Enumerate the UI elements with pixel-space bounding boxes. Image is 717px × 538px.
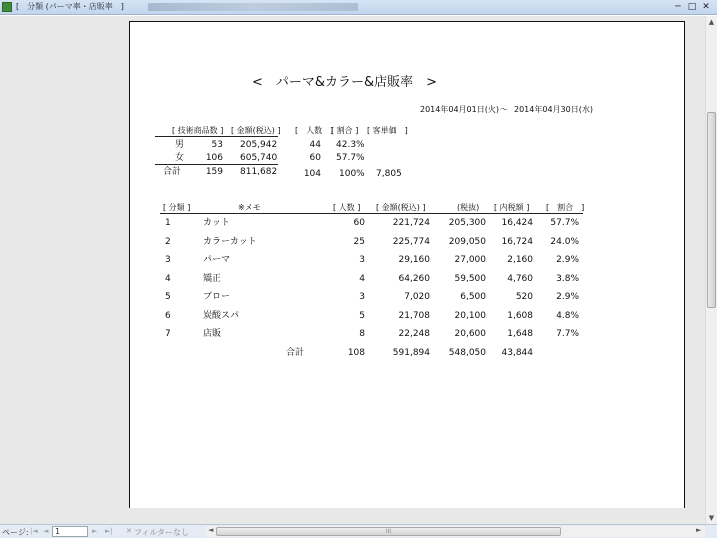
detail-total-people: 108: [347, 348, 365, 358]
detail-row-amount: 22,248: [398, 329, 430, 339]
report-title: < パーマ&カラー&店販率 >: [252, 75, 438, 90]
summary-header-underline: [155, 136, 278, 137]
window-title: [ 分類 (パーマ率・店販率 ]: [16, 2, 124, 11]
filter-icon: ✕: [126, 527, 132, 535]
summary-female-count: 106: [205, 153, 223, 163]
detail-total-tax: 43,844: [501, 348, 533, 358]
summary-total-count: 159: [205, 167, 223, 177]
detail-header-underline: [160, 213, 583, 214]
detail-header-amount: [ 金額(税込) ]: [376, 203, 426, 212]
summary-header-ratio: [ 割合 ]: [331, 126, 359, 135]
detail-row-tax: 16,424: [501, 218, 533, 228]
summary-total-unit-price: 7,805: [376, 169, 402, 179]
detail-row-excl-tax: 20,600: [454, 329, 486, 339]
detail-row-people: 60: [353, 218, 365, 228]
detail-row-category: カラーカット: [203, 237, 257, 247]
scroll-up-arrow-icon[interactable]: ▲: [708, 18, 715, 26]
detail-row-number: 7: [165, 329, 171, 339]
detail-row-category: パーマ: [203, 255, 231, 265]
summary-label-male: 男: [175, 140, 185, 150]
summary-male-amount: 205,942: [240, 140, 278, 150]
detail-row-excl-tax: 59,500: [454, 274, 486, 284]
detail-row-tax: 1,608: [507, 311, 533, 321]
detail-row-number: 6: [165, 311, 171, 321]
detail-row-amount: 225,774: [392, 237, 430, 247]
detail-row-tax: 16,724: [501, 237, 533, 247]
summary-label-total: 合計: [163, 167, 182, 177]
horizontal-scrollbar[interactable]: [206, 526, 705, 537]
detail-row-ratio: 2.9%: [556, 292, 579, 302]
detail-row-people: 4: [359, 274, 365, 284]
detail-header-tax: [ 内税額 ]: [494, 203, 530, 212]
detail-row-category: 店販: [203, 329, 222, 339]
summary-header-amount: [ 金額(税込) ]: [231, 126, 281, 135]
minimize-button[interactable]: ─: [675, 2, 681, 12]
detail-total-label: 合計: [286, 348, 305, 358]
detail-row-ratio: 7.7%: [556, 329, 579, 339]
first-page-icon[interactable]: |◄: [30, 527, 38, 535]
detail-row-number: 1: [165, 218, 171, 228]
status-bar: [0, 524, 717, 538]
maximize-button[interactable]: □: [687, 2, 697, 12]
detail-row-amount: 21,708: [398, 311, 430, 321]
scroll-grip-icon: III: [385, 528, 392, 535]
detail-row-category: 矯正: [203, 274, 222, 284]
detail-row-category: カット: [203, 218, 230, 228]
summary-total-ratio: 100%: [339, 169, 365, 179]
detail-row-ratio: 3.8%: [556, 274, 579, 284]
detail-row-ratio: 57.7%: [550, 218, 579, 228]
detail-total-excl-tax: 548,050: [448, 348, 486, 358]
detail-row-number: 3: [165, 255, 171, 265]
detail-row-excl-tax: 205,300: [448, 218, 486, 228]
detail-row-number: 2: [165, 237, 171, 247]
detail-row-ratio: 2.9%: [556, 255, 579, 265]
summary-header-people: [ 人数 ]: [295, 126, 334, 135]
summary-total-divider: [155, 164, 278, 165]
period-start: 2014年04月01日(火): [420, 105, 499, 114]
detail-row-excl-tax: 209,050: [448, 237, 486, 247]
detail-row-amount: 64,260: [398, 274, 430, 284]
summary-header-unit-price: [ 客単価 ]: [367, 126, 408, 135]
detail-row-tax: 2,160: [507, 255, 533, 265]
summary-male-ratio: 42.3%: [336, 140, 365, 150]
page-label: ページ:: [2, 528, 29, 537]
detail-row-people: 5: [359, 311, 365, 321]
detail-row-people: 3: [359, 292, 365, 302]
title-bar: [0, 0, 717, 15]
detail-row-amount: 7,020: [404, 292, 430, 302]
detail-row-number: 5: [165, 292, 171, 302]
summary-total-people: 104: [303, 169, 321, 179]
summary-total-amount: 811,682: [240, 167, 278, 177]
next-page-icon[interactable]: ►: [92, 527, 98, 535]
detail-row-category: 炭酸スパ: [203, 311, 240, 321]
detail-row-excl-tax: 6,500: [460, 292, 486, 302]
detail-row-tax: 1,648: [507, 329, 533, 339]
app-icon: [2, 2, 12, 12]
summary-male-count: 53: [211, 140, 223, 150]
detail-header-category: [ 分類 ]: [163, 203, 191, 212]
summary-male-people: 44: [309, 140, 321, 150]
vertical-scrollbar[interactable]: [705, 16, 717, 524]
summary-female-people: 60: [309, 153, 321, 163]
detail-row-tax: 520: [515, 292, 533, 302]
detail-row-ratio: 4.8%: [556, 311, 579, 321]
detail-row-number: 4: [165, 274, 171, 284]
period-separator: ～: [500, 105, 508, 114]
filter-status[interactable]: フィルターなし: [134, 528, 190, 537]
scroll-right-arrow-icon[interactable]: ►: [696, 526, 702, 534]
detail-row-tax: 4,760: [507, 274, 533, 284]
prev-page-icon[interactable]: ◄: [43, 527, 49, 535]
close-button[interactable]: ✕: [702, 2, 710, 12]
page-number-input[interactable]: 1: [52, 526, 88, 537]
detail-row-amount: 221,724: [392, 218, 430, 228]
vertical-scroll-thumb[interactable]: [707, 112, 716, 308]
last-page-icon[interactable]: ►|: [105, 527, 113, 535]
scroll-down-arrow-icon[interactable]: ▼: [708, 514, 715, 522]
summary-header-count: [ 技術商品数 ]: [172, 126, 224, 135]
blurred-title-text: [148, 3, 358, 11]
horizontal-scroll-thumb[interactable]: [216, 527, 561, 536]
detail-row-amount: 29,160: [398, 255, 430, 265]
summary-label-female: 女: [175, 153, 185, 163]
detail-header-ratio: [ 割合 ]: [546, 203, 585, 212]
detail-row-people: 3: [359, 255, 365, 265]
detail-header-people: [ 人数 ]: [333, 203, 361, 212]
detail-row-people: 8: [359, 329, 365, 339]
summary-female-ratio: 57.7%: [336, 153, 365, 163]
detail-row-ratio: 24.0%: [550, 237, 579, 247]
scroll-left-arrow-icon[interactable]: ◄: [208, 526, 214, 534]
detail-total-amount: 591,894: [392, 348, 430, 358]
detail-row-category: ブロー: [203, 292, 231, 302]
period-end: 2014年04月30日(水): [514, 105, 593, 114]
detail-row-excl-tax: 27,000: [454, 255, 486, 265]
summary-female-amount: 605,740: [240, 153, 278, 163]
detail-row-excl-tax: 20,100: [454, 311, 486, 321]
detail-header-memo: ※メモ: [238, 203, 261, 212]
detail-header-excl-tax: (税抜): [457, 203, 480, 212]
detail-row-people: 25: [353, 237, 365, 247]
